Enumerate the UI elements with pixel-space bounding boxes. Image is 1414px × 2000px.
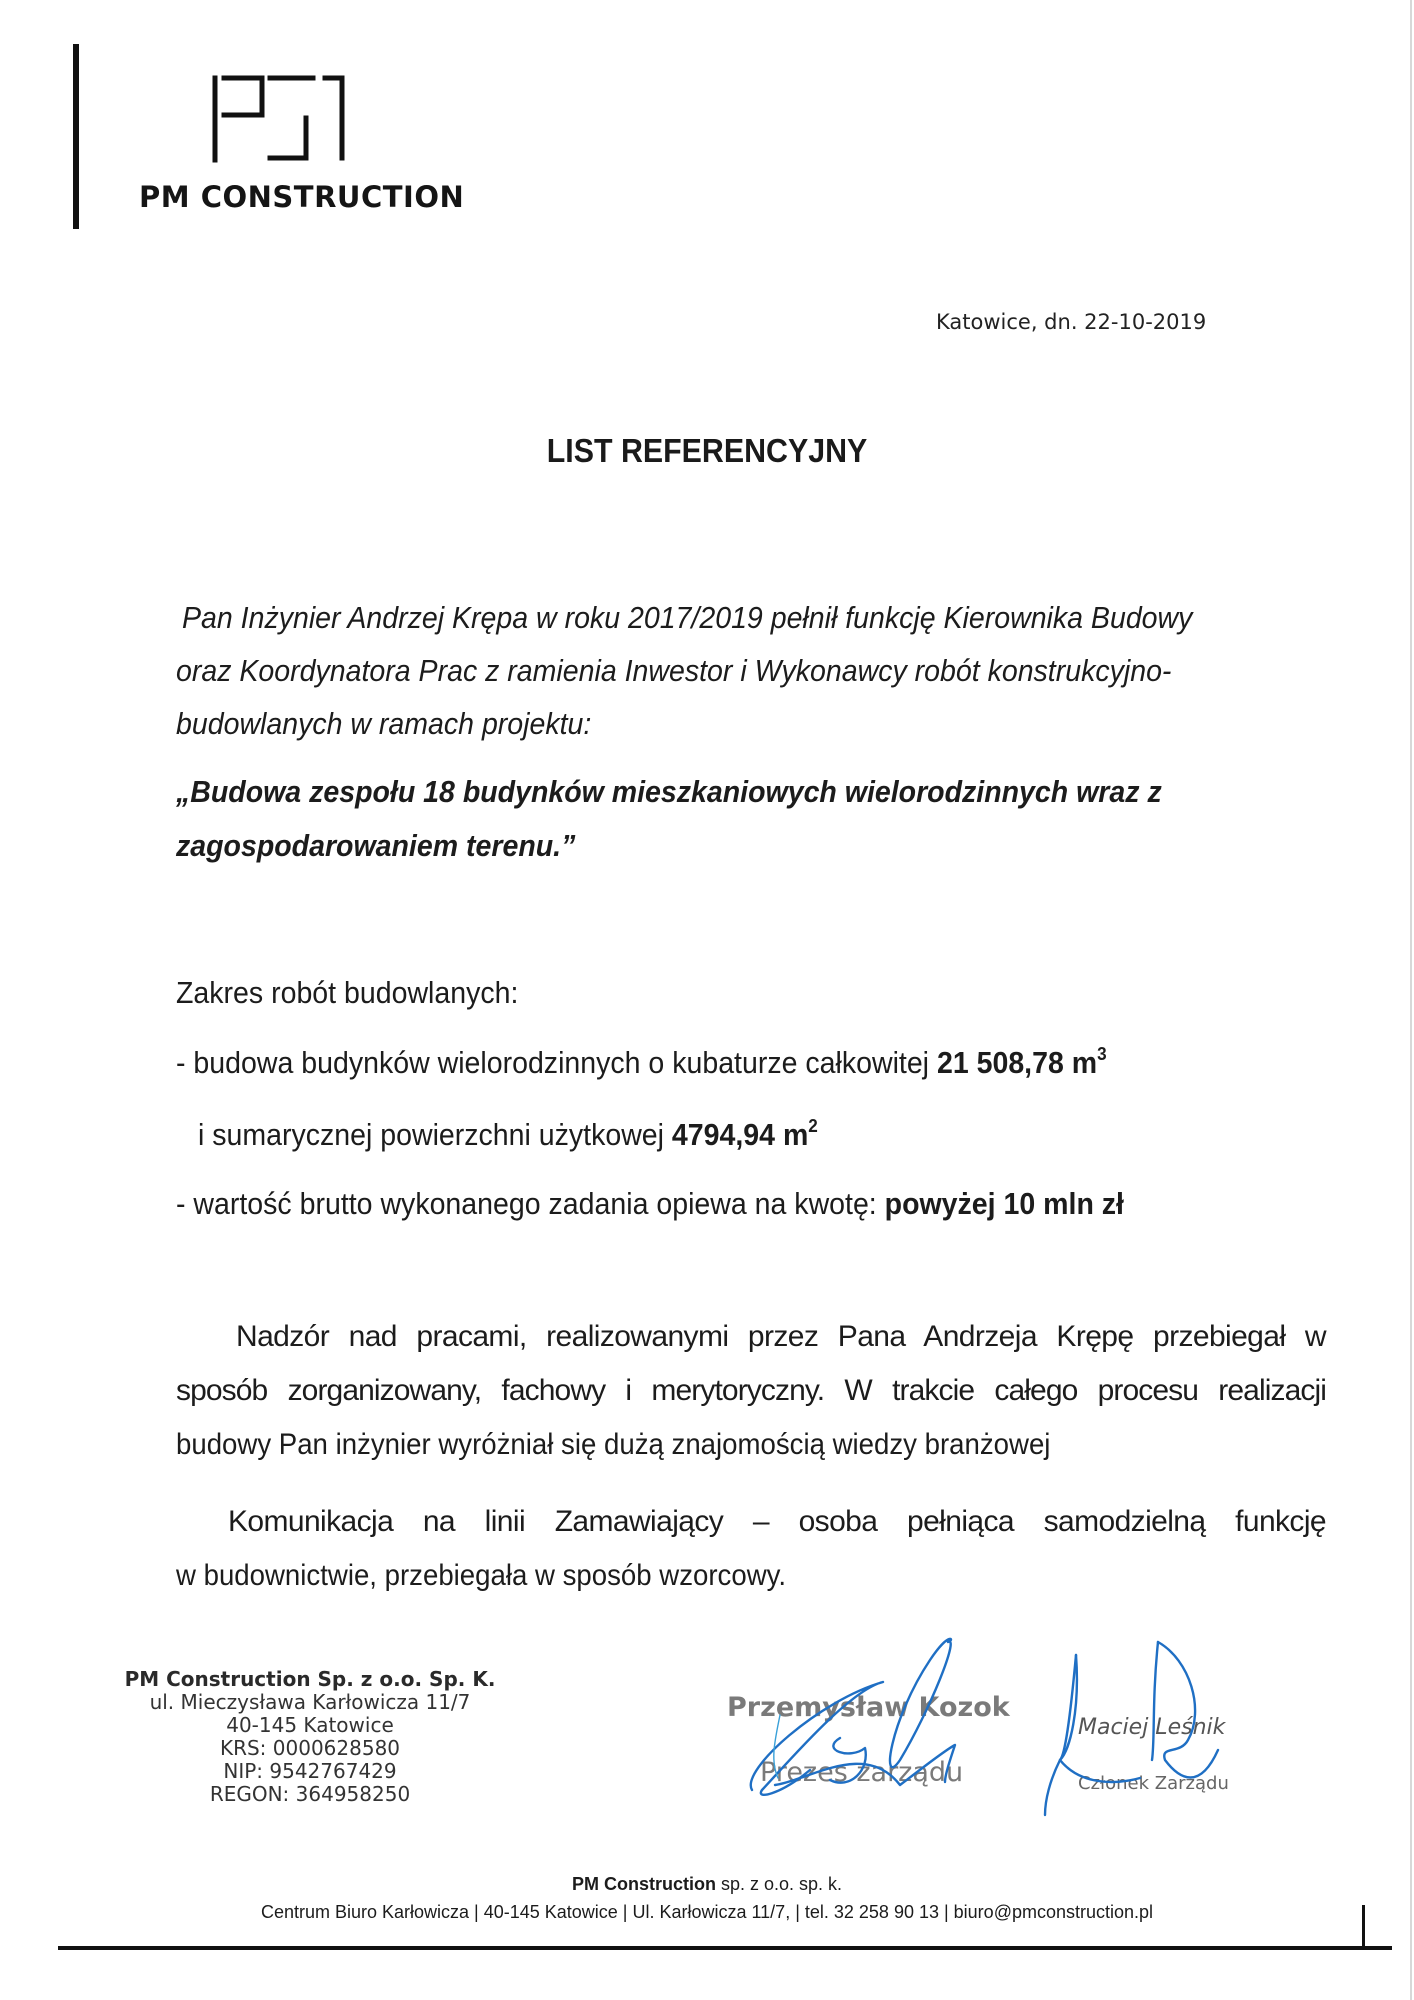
intro-line-2: oraz Koordynatora Prac z ramienia Inwestor i Wykonawcy robót konstrukcyjno- xyxy=(176,653,1172,688)
document-title: LIST REFERENCYJNY xyxy=(546,432,868,469)
footer-rule-tick xyxy=(1362,1905,1365,1948)
company-info-city: 40-145 Katowice xyxy=(226,1713,394,1737)
scope-item-volume-text: - budowa budynków wielorodzinnych o kubaturze całkowitej xyxy=(176,1045,937,1080)
pm-monogram-logo-icon xyxy=(210,72,350,167)
intro-line-3: budowlanych w ramach projektu: xyxy=(176,706,592,741)
scope-item-value-amount: powyżej 10 mln zł xyxy=(884,1186,1124,1221)
company-info-krs: KRS: 0000628580 xyxy=(219,1736,401,1760)
scan-edge xyxy=(1410,0,1412,2000)
company-info-block xyxy=(95,1668,525,1806)
scope-item-area-text: i sumarycznej powierzchni użytkowej xyxy=(198,1117,672,1152)
footer-rule xyxy=(58,1946,1392,1950)
footer-address: Centrum Biuro Karłowicza | 40-145 Katowice | Ul. Karłowicza 11/7, | tel. 32 258 90 13 | biuro@pmconstruction.pl xyxy=(260,1902,1154,1922)
footer-company-name-bold: PM Construction xyxy=(571,1874,716,1894)
signatory-2-role: Członek Zarządu xyxy=(1078,1773,1229,1794)
assessment-line-2: sposób zorganizowany, fachowy i merytoryczny. W trakcie całego procesu realizacji xyxy=(176,1374,1326,1407)
scope-item-area xyxy=(198,1114,818,1153)
logo-vertical-bar xyxy=(73,44,79,229)
scope-item-area-unit-exponent: 2 xyxy=(808,1114,818,1136)
scope-item-area-value: 4794,94 m xyxy=(671,1117,809,1152)
scope-item-volume xyxy=(176,1042,1107,1081)
signature-2-icon xyxy=(1040,1620,1280,1840)
intro-line-1: Pan Inżynier Andrzej Krępa w roku 2017/2019 pełnił funkcję Kierownika Budowy xyxy=(182,600,1193,635)
company-info-nip: NIP: 9542767429 xyxy=(223,1759,397,1783)
company-info-regon: REGON: 364958250 xyxy=(209,1782,411,1806)
scope-heading: Zakres robót budowlanych: xyxy=(176,975,519,1010)
scope-item-volume-unit-exponent: 3 xyxy=(1097,1042,1107,1064)
signatory-1-role: Prezes zarządu xyxy=(760,1757,964,1788)
scope-item-volume-value: 21 508,78 m xyxy=(936,1045,1098,1080)
date-line: Katowice, dn. 22-10-2019 xyxy=(936,310,1207,334)
signatory-1-name: Przemysław Kozok xyxy=(727,1692,1010,1723)
company-info-name: PM Construction Sp. z o.o. Sp. K. xyxy=(124,1667,496,1691)
signatory-2-name: Maciej Leśnik xyxy=(1078,1715,1226,1740)
footer-company-name xyxy=(0,1874,1414,1895)
company-logo-text: PM CONSTRUCTION xyxy=(139,180,465,214)
communication-line-2: w budownictwie, przebiegała w sposób wzorcowy. xyxy=(176,1559,787,1592)
footer-company-name-suffix: sp. z o.o. sp. k. xyxy=(715,1874,843,1894)
signature-1-icon xyxy=(700,1620,1000,1840)
assessment-line-3: budowy Pan inżynier wyróżniał się dużą znajomością wiedzy branżowej xyxy=(176,1428,1051,1461)
communication-line-1: Komunikacja na linii Zamawiający – osoba pełniąca samodzielną funkcję xyxy=(228,1505,1326,1538)
scope-item-value xyxy=(176,1186,1124,1222)
assessment-line-1: Nadzór nad pracami, realizowanymi przez Pana Andrzeja Krępę przebiegał w xyxy=(236,1320,1326,1353)
project-line-1: „Budowa zespołu 18 budynków mieszkaniowych wielorodzinnych wraz z xyxy=(176,774,1162,809)
company-info-street: ul. Mieczysława Karłowicza 11/7 xyxy=(149,1690,471,1714)
project-line-2: zagospodarowaniem terenu.” xyxy=(176,828,576,863)
scope-item-value-text: - wartość brutto wykonanego zadania opiewa na kwotę: xyxy=(176,1186,885,1221)
